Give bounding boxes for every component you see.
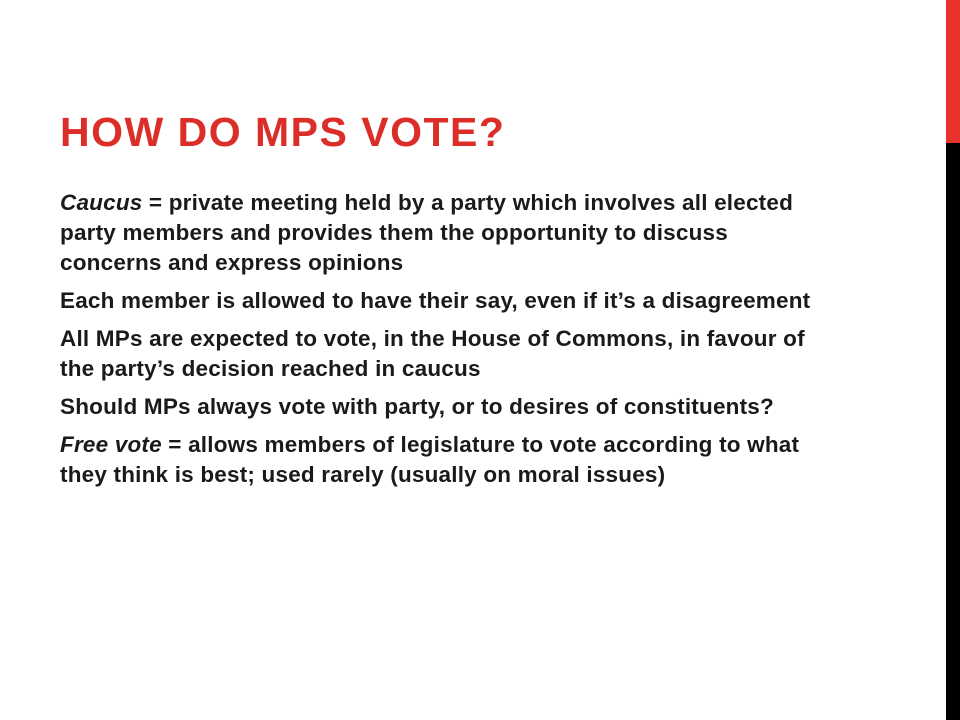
term-caucus: Caucus — [60, 190, 143, 215]
bullet-free-vote — [60, 430, 830, 490]
bullet-list — [60, 188, 830, 498]
bullet-caucus — [60, 188, 830, 278]
term-free-vote: Free vote — [60, 432, 162, 457]
bullet-text: Should MPs always vote with party, or to desires of constituents? — [60, 394, 774, 419]
slide-title: HOW DO MPS VOTE? — [60, 109, 506, 155]
bullet-text: = private meeting held by a party which involves all elected party members and provides them the opportunity to discuss concerns and express opinions — [60, 190, 794, 275]
bullet-text: = allows members of legislature to vote according to what they think is best; used rarely (usually on moral issues) — [60, 432, 800, 487]
accent-bar-black — [946, 143, 960, 720]
bullet-text: All MPs are expected to vote, in the House of Commons, in favour of the party’s decision reached in caucus — [60, 326, 805, 381]
accent-bar-red — [946, 0, 960, 143]
bullet-each-member — [60, 286, 830, 316]
bullet-question — [60, 392, 830, 422]
bullet-text: Each member is allowed to have their say, even if it’s a disagreement — [60, 288, 811, 313]
bullet-all-mps — [60, 324, 830, 384]
